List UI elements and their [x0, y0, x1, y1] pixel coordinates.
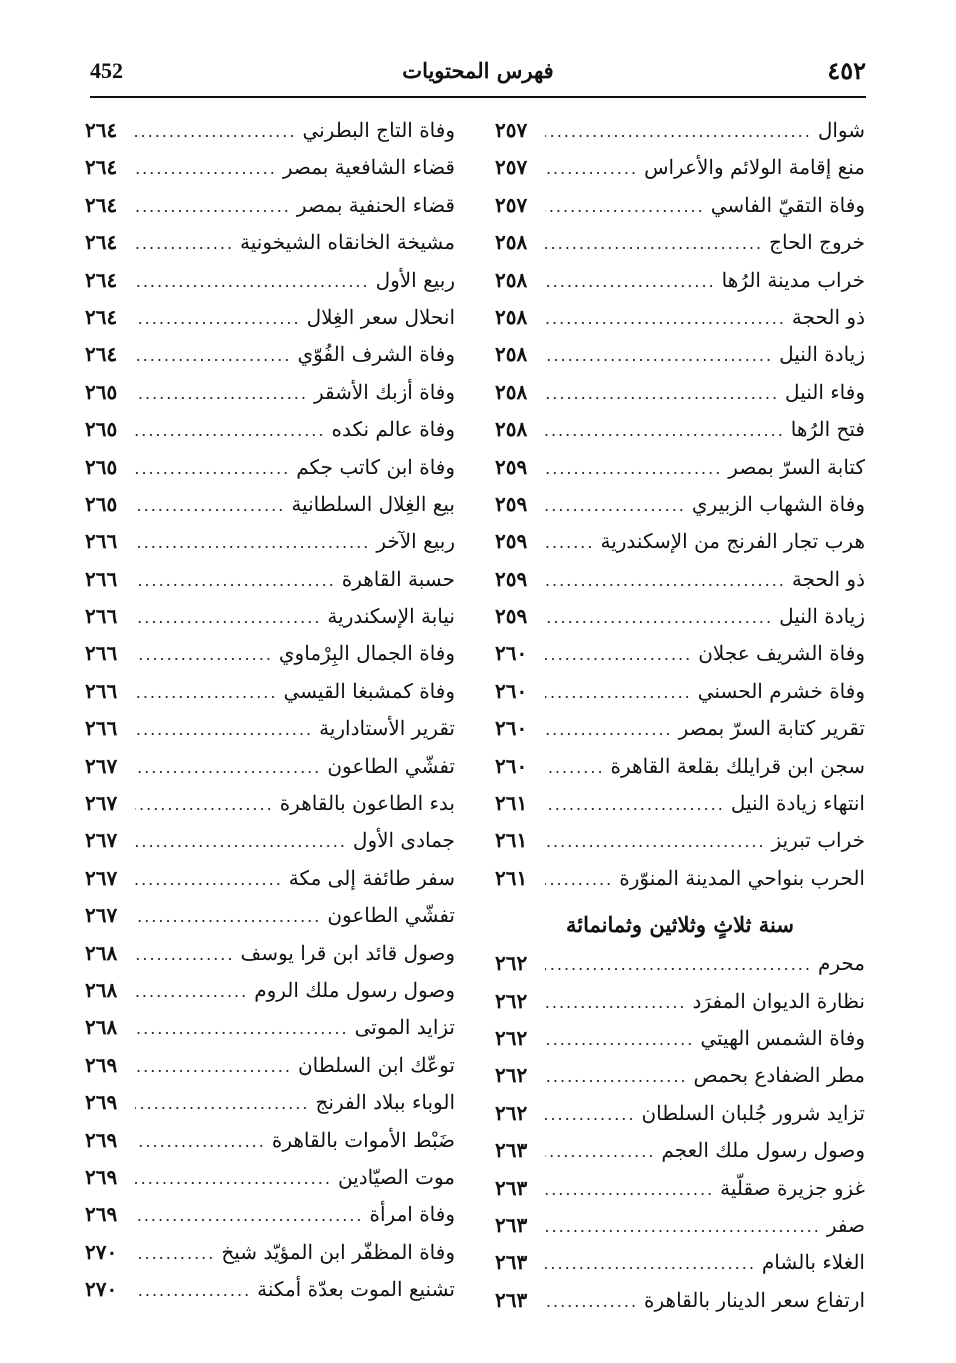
dot-leader — [135, 823, 347, 860]
entry-page-number: ٢٦٨ — [85, 940, 118, 965]
page-number-latin: 452 — [90, 58, 123, 83]
entry-title: وفاة ابن كاتب جكم — [296, 454, 455, 479]
entry-title: وفاة التقيّ الفاسي — [710, 192, 865, 217]
toc-entry — [85, 1196, 455, 1233]
entry-page-number: ٢٦٥ — [85, 491, 118, 516]
toc-entry — [85, 1122, 455, 1159]
entry-title: حسبة القاهرة — [341, 566, 455, 591]
entry-page-number: ٢٥٨ — [495, 379, 528, 404]
toc-entry — [495, 748, 865, 785]
toc-entry — [495, 411, 865, 448]
entry-page-number: ٢٦١ — [495, 865, 528, 890]
entry-page-number: ٢٦٨ — [85, 977, 118, 1002]
entry-title: محرم — [817, 951, 865, 976]
entry-title: مشيخة الخانقاه الشيخونية — [240, 230, 455, 255]
toc-entry — [495, 983, 865, 1020]
entry-page-number: ٢٥٩ — [495, 566, 528, 591]
toc-column-right — [495, 112, 865, 1319]
entry-page-number: ٢٦٥ — [85, 417, 118, 442]
entry-title: الغلاء بالشام — [761, 1250, 865, 1275]
entry-page-number: ٢٦٠ — [495, 641, 528, 666]
dot-leader — [545, 823, 766, 860]
entry-page-number: ٢٦٦ — [85, 716, 118, 741]
toc-entry — [495, 1020, 865, 1057]
dot-leader — [545, 113, 812, 150]
entry-page-number: ٢٦٦ — [85, 678, 118, 703]
dot-leader — [545, 450, 722, 487]
entry-title: تزايد الموتى — [354, 1015, 455, 1040]
entry-title: الحرب بنواحي المدينة المنوّرة — [619, 865, 865, 890]
entry-title: صفر — [826, 1212, 865, 1237]
entry-page-number: ٢٦٥ — [85, 454, 118, 479]
toc-entry — [495, 1207, 865, 1244]
toc-entry — [85, 897, 455, 934]
entry-title: خراب تبريز — [771, 828, 865, 853]
entry-page-number: ٢٦٩ — [85, 1052, 118, 1077]
dot-leader — [545, 562, 786, 599]
entry-page-number: ٢٥٩ — [495, 454, 528, 479]
entry-page-number: ٢٦٧ — [85, 753, 118, 778]
dot-leader — [545, 524, 594, 561]
entry-title: خروج الحاج — [769, 230, 865, 255]
entry-title: بدء الطاعون بالقاهرة — [279, 791, 455, 816]
entry-title: ضَبْط الأموات بالقاهرة — [271, 1127, 455, 1152]
entry-page-number: ٢٦٢ — [495, 951, 528, 976]
toc-entry — [495, 710, 865, 747]
dot-leader — [135, 1160, 332, 1197]
entry-page-number: ٢٦٧ — [85, 903, 118, 928]
running-title: فهرس المحتويات — [402, 58, 554, 83]
entry-page-number: ٢٦٣ — [495, 1212, 528, 1237]
entry-title: وفاة الشريف عجلان — [698, 641, 865, 666]
toc-entry — [85, 149, 455, 186]
entry-title: قضاء الشافعية بمصر — [282, 155, 455, 180]
dot-leader — [545, 1245, 756, 1282]
entry-page-number: ٢٦٤ — [85, 304, 118, 329]
toc-entry — [495, 1057, 865, 1094]
toc-entry — [85, 935, 455, 972]
toc-entry — [495, 336, 865, 373]
entry-page-number: ٢٦٦ — [85, 641, 118, 666]
dot-leader — [135, 562, 336, 599]
entry-page-number: ٢٦١ — [495, 791, 528, 816]
entry-title: وصول قائد ابن قرا يوسف — [240, 940, 455, 965]
dot-leader — [545, 1171, 714, 1208]
entry-page-number: ٢٦٢ — [495, 988, 528, 1013]
dot-leader — [135, 337, 291, 374]
toc-entry — [495, 1244, 865, 1281]
toc-entry — [495, 449, 865, 486]
dot-leader — [545, 1133, 655, 1170]
dot-leader — [545, 636, 692, 673]
entry-title: ربيع الآخر — [376, 529, 455, 554]
toc-entry — [495, 187, 865, 224]
dot-leader — [135, 1085, 310, 1122]
dot-leader — [135, 412, 325, 449]
dot-leader — [135, 263, 370, 300]
toc-entry — [85, 860, 455, 897]
toc-entry — [85, 299, 455, 336]
dot-leader — [135, 674, 277, 711]
entry-page-number: ٢٥٨ — [495, 267, 528, 292]
toc-entry — [495, 598, 865, 635]
entry-title: تشنيع الموت بعدّة أمكنة — [257, 1277, 455, 1302]
dot-leader — [135, 300, 301, 337]
entry-title: وفاة كمشبغا القيسي — [283, 678, 455, 703]
toc-entry — [85, 224, 455, 261]
entry-page-number: ٢٦٩ — [85, 1164, 118, 1189]
entry-title: ذو الحجة — [791, 304, 865, 329]
toc-entry — [495, 374, 865, 411]
toc-entry — [85, 486, 455, 523]
dot-leader — [545, 1096, 635, 1133]
entry-title: خراب مدينة الرُها — [721, 267, 865, 292]
dot-leader — [135, 636, 273, 673]
entry-page-number: ٢٦٧ — [85, 865, 118, 890]
dot-leader — [135, 225, 234, 262]
entry-page-number: ٢٥٨ — [495, 304, 528, 329]
entry-page-number: ٢٥٧ — [495, 192, 528, 217]
toc-entry — [85, 1234, 455, 1271]
entry-title: وفاة الشمس الهيتي — [700, 1025, 865, 1050]
entry-title: وصول رسول ملك الروم — [254, 977, 455, 1002]
entry-page-number: ٢٦٤ — [85, 118, 118, 142]
toc-entry — [495, 673, 865, 710]
toc-entry — [85, 673, 455, 710]
entry-page-number: ٢٦٥ — [85, 379, 118, 404]
dot-leader — [545, 861, 613, 898]
dot-leader — [545, 375, 779, 412]
toc-entry — [85, 187, 455, 224]
toc-entry — [495, 224, 865, 261]
entry-title: وفاء النيل — [785, 379, 865, 404]
dot-leader — [135, 524, 370, 561]
entry-title: ذو الحجة — [791, 566, 865, 591]
toc-entry — [495, 1132, 865, 1169]
entry-title: الوباء ببلاد الفرنج — [315, 1090, 455, 1115]
entry-title: وفاة امرأة — [369, 1202, 455, 1227]
entry-page-number: ٢٦٦ — [85, 529, 118, 554]
entry-title: كتابة السرّ بمصر — [728, 454, 865, 479]
entry-page-number: ٢٥٩ — [495, 529, 528, 554]
toc-entry — [85, 748, 455, 785]
dot-leader — [135, 1272, 251, 1309]
dot-leader — [545, 225, 763, 262]
dot-leader — [135, 487, 285, 524]
entry-page-number: ٢٧٠ — [85, 1239, 118, 1264]
entry-title: تقرير الأستادارية — [319, 716, 455, 741]
entry-title: قضاء الحنفية بمصر — [296, 192, 455, 217]
toc-entry — [85, 1084, 455, 1121]
entry-title: انحلال سعر الغِلال — [306, 304, 455, 329]
entry-page-number: ٢٦٣ — [495, 1250, 528, 1275]
entry-page-number: ٢٦٦ — [85, 566, 118, 591]
entry-page-number: ٢٥٨ — [495, 417, 528, 442]
dot-leader — [135, 861, 283, 898]
entry-page-number: ٢٥٧ — [495, 118, 528, 142]
toc-entry — [85, 1047, 455, 1084]
entry-page-number: ٢٦٣ — [495, 1175, 528, 1200]
toc-entry — [495, 1170, 865, 1207]
entry-page-number: ٢٥٨ — [495, 342, 528, 367]
entry-title: توعّك ابن السلطان — [297, 1052, 455, 1077]
dot-leader — [135, 1123, 266, 1160]
entry-page-number: ٢٦٩ — [85, 1127, 118, 1152]
dot-leader — [545, 749, 605, 786]
toc-entry — [85, 1159, 455, 1196]
toc-entry — [495, 523, 865, 560]
dot-leader — [135, 1197, 364, 1234]
dot-leader — [135, 1010, 349, 1047]
toc-entry — [495, 635, 865, 672]
dot-leader — [545, 1058, 688, 1095]
entry-page-number: ٢٦٢ — [495, 1063, 528, 1088]
toc-entry — [85, 598, 455, 635]
dot-leader — [135, 450, 290, 487]
dot-leader — [545, 599, 773, 636]
entry-page-number: ٢٦٠ — [495, 716, 528, 741]
toc-entry — [85, 561, 455, 598]
entry-page-number: ٢٦٠ — [495, 678, 528, 703]
entry-page-number: ٢٦٩ — [85, 1090, 118, 1115]
entry-page-number: ٢٥٧ — [495, 155, 528, 180]
toc-entry — [495, 945, 865, 982]
entry-title: نظارة الديوان المفرَد — [692, 988, 865, 1013]
entry-title: وفاة خشرم الحسني — [697, 678, 865, 703]
entry-title: زيادة النيل — [779, 342, 865, 367]
entry-page-number: ٢٦٣ — [495, 1138, 528, 1163]
toc-entry — [495, 149, 865, 186]
entry-title: نيابة الإسكندرية — [327, 604, 455, 629]
entry-page-number: ٢٦٩ — [85, 1202, 118, 1227]
dot-leader — [545, 150, 638, 187]
entry-title: تقرير كتابة السرّ بمصر — [678, 716, 865, 741]
toc-entry — [495, 262, 865, 299]
dot-leader — [545, 487, 686, 524]
entry-title: ربيع الأول — [375, 267, 455, 292]
entry-page-number: ٢٦٤ — [85, 342, 118, 367]
dot-leader — [135, 973, 248, 1010]
entry-title: سجن ابن قرايلك بقلعة القاهرة — [610, 753, 865, 778]
toc-entry — [495, 112, 865, 149]
page-header — [90, 52, 866, 98]
dot-leader — [135, 113, 296, 150]
dot-leader — [545, 263, 716, 300]
entry-title: منع إقامة الولائم والأعراس — [644, 155, 865, 180]
entry-page-number: ٢٦٤ — [85, 230, 118, 255]
year-section-heading: سنة ثلاثٍ وثلاثين وثمانمائة — [566, 912, 794, 938]
dot-leader — [545, 1021, 694, 1058]
toc-entry — [85, 336, 455, 373]
dot-leader — [545, 786, 725, 823]
toc-entry — [85, 822, 455, 859]
entry-page-number: ٢٦٠ — [495, 753, 528, 778]
entry-page-number: ٢٦٧ — [85, 828, 118, 853]
entry-page-number: ٢٦٢ — [495, 1100, 528, 1125]
toc-entry — [495, 1282, 865, 1319]
entry-title: مطر الضفادع بحمص — [693, 1063, 865, 1088]
entry-title: غزو جزيرة صقلّية — [720, 1175, 865, 1200]
entry-title: وفاة أزبك الأشقر — [313, 379, 455, 404]
entry-page-number: ٢٦٨ — [85, 1015, 118, 1040]
entry-title: وفاة الجمال البِرْماوي — [278, 641, 455, 666]
entry-title: وفاة الشرف الفُوّي — [297, 342, 455, 367]
dot-leader — [545, 984, 687, 1021]
dot-leader — [545, 188, 705, 225]
entry-title: موت الصيّادين — [337, 1164, 455, 1189]
toc-entry — [85, 1009, 455, 1046]
toc-entry — [85, 785, 455, 822]
toc-entry — [85, 262, 455, 299]
entry-page-number: ٢٦٣ — [495, 1287, 528, 1312]
toc-entry — [495, 785, 865, 822]
entry-title: تفشّي الطاعون — [327, 753, 455, 778]
entry-title: تفشّي الطاعون — [327, 903, 455, 928]
entry-title: وصول رسول ملك العجم — [661, 1138, 865, 1163]
toc-entry — [85, 449, 455, 486]
entry-title: فتح الرُها — [790, 417, 865, 442]
entry-title: جمادى الأول — [352, 828, 455, 853]
dot-leader — [545, 300, 786, 337]
dot-leader — [545, 674, 692, 711]
dot-leader — [135, 150, 277, 187]
entry-title: هرب تجار الفرنج من الإسكندرية — [600, 529, 865, 554]
dot-leader — [135, 936, 234, 973]
entry-title: وفاة التاج البطرني — [302, 118, 455, 142]
dot-leader — [545, 1208, 821, 1245]
entry-title: بيع الغِلال السلطانية — [291, 491, 455, 516]
toc-entry — [85, 972, 455, 1009]
entry-page-number: ٢٦٤ — [85, 155, 118, 180]
dot-leader — [135, 1048, 292, 1085]
toc-entry — [495, 299, 865, 336]
entry-title: وفاة الشهاب الزبيري — [691, 491, 865, 516]
dot-leader — [135, 898, 321, 935]
toc-entry — [85, 374, 455, 411]
dot-leader — [135, 749, 321, 786]
dot-leader — [135, 188, 291, 225]
toc-entry — [85, 710, 455, 747]
entry-title: سفر طائفة إلى مكة — [288, 865, 455, 890]
entry-page-number: ٢٦١ — [495, 828, 528, 853]
toc-entry — [495, 860, 865, 897]
dot-leader — [135, 599, 321, 636]
entry-page-number: ٢٧٠ — [85, 1277, 118, 1302]
toc-entry — [85, 112, 455, 149]
entry-title: ارتفاع سعر الدينار بالقاهرة — [644, 1287, 865, 1312]
toc-entry — [495, 486, 865, 523]
entry-title: انتهاء زيادة النيل — [730, 791, 865, 816]
toc-entry — [495, 561, 865, 598]
dot-leader — [545, 412, 785, 449]
dot-leader — [135, 375, 308, 412]
dot-leader — [545, 1283, 638, 1320]
toc-entry — [85, 635, 455, 672]
dot-leader — [545, 337, 773, 374]
dot-leader — [135, 711, 313, 748]
entry-page-number: ٢٦٤ — [85, 267, 118, 292]
toc-entry — [85, 523, 455, 560]
toc-column-left — [85, 112, 455, 1309]
toc-entry — [495, 822, 865, 859]
entry-page-number: ٢٦٢ — [495, 1025, 528, 1050]
toc-entry — [85, 411, 455, 448]
dot-leader — [135, 1235, 215, 1272]
entry-page-number: ٢٥٩ — [495, 491, 528, 516]
entry-title: وفاة عالم نكده — [331, 417, 455, 442]
entry-page-number: ٢٦٧ — [85, 791, 118, 816]
toc-entry — [85, 1271, 455, 1308]
entry-title: شوال — [817, 118, 865, 142]
entry-page-number: ٢٥٩ — [495, 604, 528, 629]
page-number-arabic: ٤٥٢ — [827, 56, 866, 85]
toc-entry — [495, 1095, 865, 1132]
dot-leader — [135, 786, 274, 823]
entry-page-number: ٢٦٦ — [85, 604, 118, 629]
entry-page-number: ٢٥٨ — [495, 230, 528, 255]
entry-title: وفاة المظفّر ابن المؤيّد شيخ — [221, 1239, 455, 1264]
dot-leader — [545, 946, 812, 983]
entry-title: تزايد شرور جُلبان السلطان — [641, 1100, 865, 1125]
entry-page-number: ٢٦٤ — [85, 192, 118, 217]
entry-title: زيادة النيل — [779, 604, 865, 629]
dot-leader — [545, 711, 673, 748]
